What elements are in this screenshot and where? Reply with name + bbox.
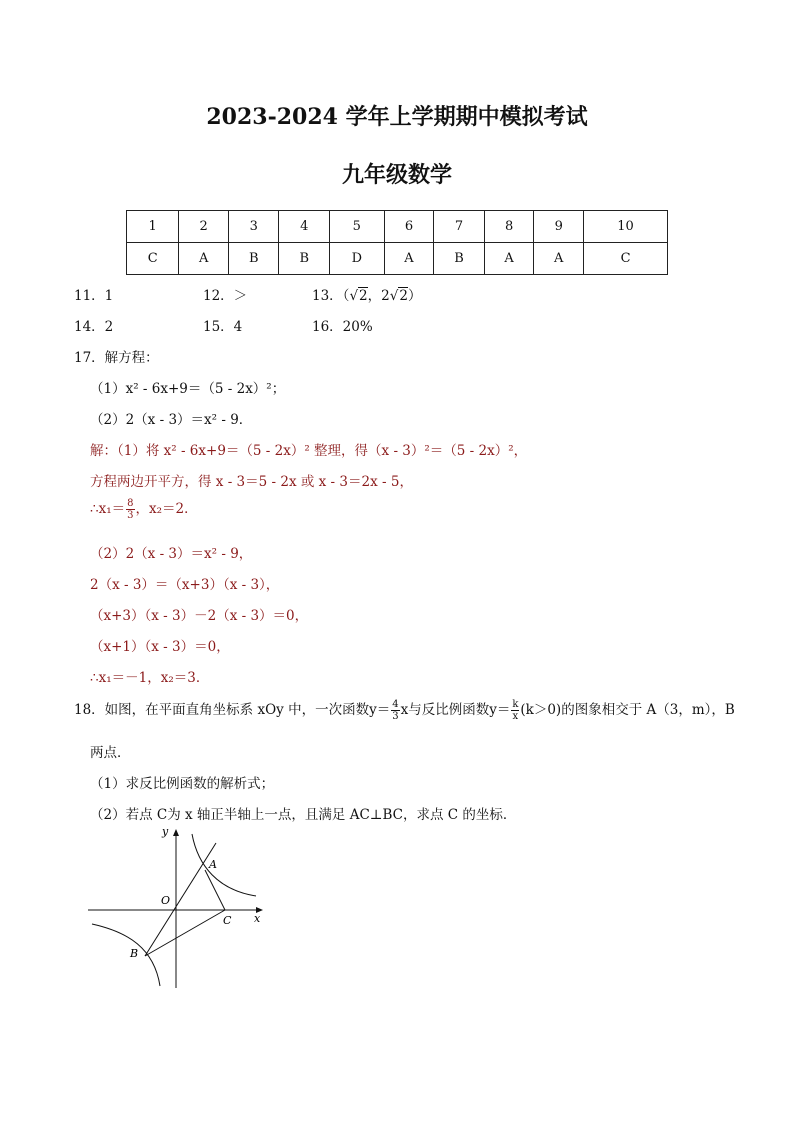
table-cell: 8 [484, 211, 534, 243]
q17-part2-label: （2） [90, 412, 126, 428]
answer-table-answers-row [127, 243, 668, 275]
table-cell: C [127, 243, 179, 275]
table-cell: 1 [127, 211, 179, 243]
q17-solution-line-2: 方程两边开平方，得 x - 3＝5 - 2x 或 x - 3＝2x - 5， [90, 474, 413, 490]
table-cell: 5 [329, 211, 384, 243]
q17-part2 [90, 408, 252, 428]
table-cell: B [434, 243, 484, 275]
q18-text-c: (k＞0)的图象相交于 A（3，m），B [520, 702, 735, 718]
table-cell: 9 [534, 211, 584, 243]
q17-sol3-prefix: ∴x₁＝ [90, 501, 126, 517]
table-cell: B [229, 243, 279, 275]
q17-sol3-suffix: ，x₂＝2． [135, 501, 198, 517]
table-cell: 7 [434, 211, 484, 243]
table-cell: 3 [229, 211, 279, 243]
fraction-numerator: 8 [127, 498, 134, 509]
q17-solution-line-4: （2）2（x - 3）＝x² - 9， [90, 546, 253, 562]
answer-q16: 16．20% [312, 319, 373, 335]
answer-q15: 15．4 [203, 319, 243, 335]
q13-radicand-2: 2 [399, 288, 408, 304]
q17-solution-line-8: ∴x₁＝－1，x₂＝3． [90, 670, 210, 686]
label-b: B [130, 947, 139, 960]
table-cell: A [179, 243, 229, 275]
q17-part1-equation: x² - 6x+9＝（5 - 2x）²； [125, 381, 286, 397]
q13-suffix: ） [407, 288, 422, 304]
q18-text-b: x与反比例函数y＝ [400, 702, 511, 718]
fraction [391, 699, 399, 722]
q17-part2-equation: 2（x - 3）＝x² - 9． [125, 412, 253, 428]
fraction [126, 498, 134, 521]
q18-part1: （1）求反比例函数的解析式； [90, 776, 275, 792]
fraction-denominator: 3 [127, 510, 134, 521]
table-cell: 10 [584, 211, 668, 243]
label-c: C [223, 914, 232, 927]
answer-q13: 13．（√2，2√2） [312, 288, 422, 304]
label-o: O [161, 894, 171, 907]
fraction-denominator: 3 [392, 711, 399, 722]
answer-table [126, 210, 668, 275]
y-axis-arrow [173, 829, 179, 836]
fraction-numerator: 4 [392, 699, 399, 710]
table-cell: D [329, 243, 384, 275]
table-cell: B [279, 243, 329, 275]
q17-part1-label: （1） [90, 381, 126, 397]
answer-q12: 12．＞ [203, 288, 248, 304]
table-cell: A [484, 243, 534, 275]
q18-line-2: 两点． [90, 745, 131, 761]
segment-ac [205, 870, 225, 910]
q13-radicand-1: 2 [359, 288, 368, 304]
page-subtitle: 九年级数学 [341, 162, 452, 188]
label-y: y [162, 826, 169, 838]
q13-prefix: 13．（ [312, 288, 350, 304]
q17-solution-line-6: （x+3）（x - 3）－2（x - 3）＝0， [90, 608, 309, 624]
q17-part1 [90, 377, 285, 397]
q17-solution-line-1: 解：（1）将 x² - 6x+9＝（5 - 2x）² 整理，得（x - 3）²＝（5 - 2x）²， [90, 443, 528, 459]
label-a: A [209, 858, 217, 871]
page-title: 2023-2024 学年上学期期中模拟考试 [206, 104, 588, 130]
fraction [511, 699, 519, 722]
label-x: x [254, 912, 261, 925]
table-cell: 6 [384, 211, 434, 243]
q13-mid: ，2 [367, 288, 390, 304]
q18-text-a: 18．如图，在平面直角坐标系 xOy 中，一次函数y＝ [74, 702, 391, 718]
answer-q11: 11．1 [74, 288, 114, 304]
segment-bc [145, 910, 225, 956]
hyperbola-branch-2 [92, 924, 160, 986]
fraction-denominator: x [512, 711, 519, 722]
q18-line-1 [74, 698, 735, 722]
table-cell: A [384, 243, 434, 275]
q17-solution-line-5: 2（x - 3）＝（x+3）（x - 3）， [90, 577, 280, 593]
table-cell: 4 [279, 211, 329, 243]
q17-solution-line-3 [90, 497, 198, 521]
table-cell: A [534, 243, 584, 275]
line-ab [145, 843, 216, 956]
q17-heading: 17．解方程： [74, 350, 159, 366]
answer-q14: 14．2 [74, 319, 114, 335]
answer-table-numbers-row [127, 211, 668, 243]
q18-part2: （2）若点 C为 x 轴正半轴上一点，且满足 AC⊥BC，求点 C 的坐标． [90, 807, 517, 823]
coordinate-figure [88, 826, 268, 996]
table-cell: 2 [179, 211, 229, 243]
fraction-numerator: k [512, 699, 519, 710]
table-cell: C [584, 243, 668, 275]
q17-solution-line-7: （x+1）（x - 3）＝0， [90, 639, 230, 655]
